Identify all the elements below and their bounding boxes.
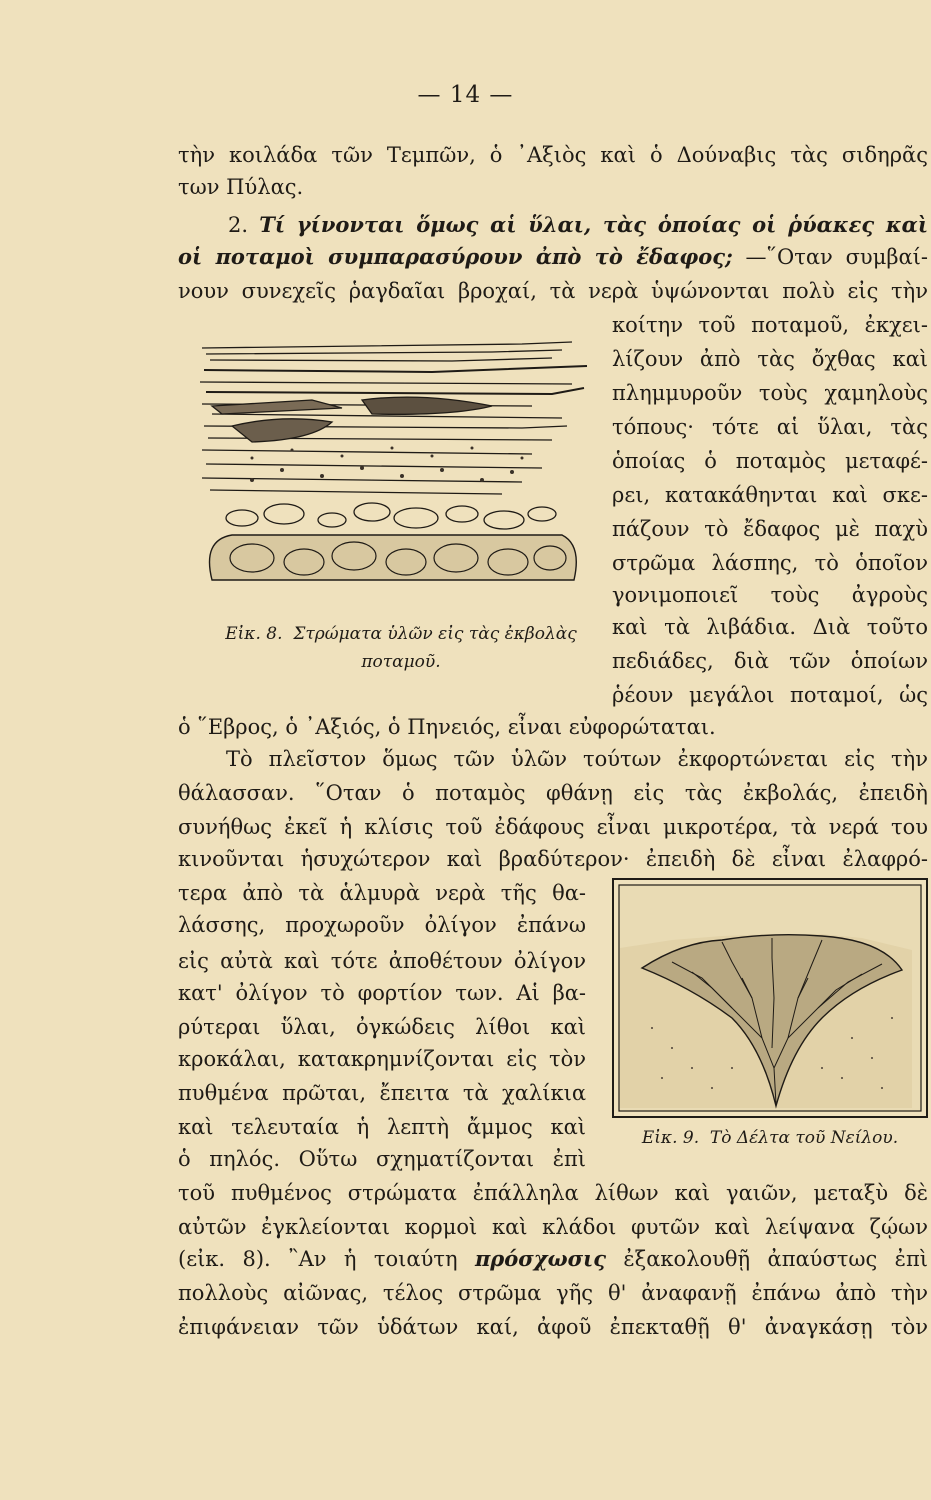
text-line: Τὸ πλεῖστον ὅμως τῶν ὑλῶν τούτων ἐκφορτώνεται εἰς τὴν — [226, 747, 928, 771]
figure-8-label: Εἰκ. 8. — [225, 624, 283, 644]
figure-9-label: Εἰκ. 9. — [641, 1128, 700, 1148]
text-line: κοίτην τοῦ ποταμοῦ, ἐκχει- — [612, 313, 928, 337]
figure-8-strata — [192, 330, 596, 590]
text-line: καὶ τελευταία ἡ λεπτὴ ἄμμος καὶ — [178, 1115, 586, 1139]
text-line: πολλοὺς αἰῶνας, τέλος στρῶμα γῆς θ' ἀναφανῇ ἐπάνω ἀπὸ τὴν — [178, 1281, 928, 1305]
text-line: τερα ἀπὸ τὰ ἁλμυρὰ νερὰ τῆς θα- — [178, 881, 586, 905]
figure-9-nile-delta — [612, 878, 928, 1118]
text-line: ὁ πηλός. Οὕτω σχηματίζονται ἐπὶ — [178, 1147, 586, 1171]
figure-9-caption — [612, 1124, 928, 1152]
figure-8-title-cont: ποταμοῦ. — [361, 652, 441, 672]
text-line: τοῦ πυθμένος στρώματα ἐπάλληλα λίθων καὶ γαιῶν, μεταξὺ δὲ — [178, 1181, 928, 1205]
figure-9-title: Τὸ Δέλτα τοῦ Νείλου. — [709, 1128, 899, 1148]
text-line: κατ' ὀλίγον τὸ φορτίον των. Αἱ βα- — [178, 981, 586, 1005]
text-line: τὴν κοιλάδα τῶν Τεμπῶν, ὁ ᾿Αξιὸς καὶ ὁ Δούναβις τὰς σιδηρᾶς — [178, 143, 928, 167]
text-line: τόπους· τότε αἱ ὕλαι, τὰς — [612, 415, 928, 439]
question-line — [178, 242, 928, 272]
text-line: ὁποίας ὁ ποταμὸς μεταφέ- — [612, 449, 928, 473]
question-number: 2. — [228, 213, 249, 237]
question-text: Τί γίνονται ὅμως αἱ ὕλαι, τὰς ὁποίας οἱ ῥύακες καὶ — [259, 212, 928, 237]
text-line: καὶ τὰ λιβάδια. Διὰ τοῦτο — [612, 615, 928, 639]
page-number: — 14 — — [417, 82, 514, 108]
question-text: οἱ ποταμοὶ συμπαρασύρουν ἀπὸ τὸ ἔδαφος; — [178, 244, 733, 269]
text-line: ἐπιφάνειαν τῶν ὑδάτων καί, ἀφοῦ ἐπεκταθῇ θ' ἀναγκάσῃ τὸν — [178, 1315, 928, 1339]
text-run: (εἰκ. 8). ῍Αν ἡ τοιαύτη — [178, 1247, 458, 1271]
text-line: των Πύλας. — [178, 175, 304, 199]
text-line: κινοῦνται ἡσυχώτερον καὶ βραδύτερον· ἐπειδὴ δὲ εἶναι ἐλαφρό- — [178, 847, 928, 871]
text-line: κροκάλαι, κατακρημνίζονται εἰς τὸν — [178, 1047, 586, 1071]
text-line: ρει, κατακάθηνται καὶ σκε- — [612, 483, 928, 507]
text-line: θάλασσαν. ῞Οταν ὁ ποταμὸς φθάνῃ εἰς τὰς ἐκβολάς, ἐπειδὴ — [178, 781, 928, 805]
answer-start: —῞Οταν συμβαί- — [745, 245, 928, 269]
text-line: στρῶμα λάσπης, τὸ ὁποῖον — [612, 551, 928, 575]
figure-8-caption — [206, 620, 596, 676]
question-line — [178, 210, 928, 240]
figure-8-title: Στρώματα ὑλῶν εἰς τὰς ἐκβολὰς — [293, 624, 577, 644]
text-line: ρύτεραι ὕλαι, ὀγκώδεις λίθοι καὶ — [178, 1015, 586, 1039]
text-line: λίζουν ἀπὸ τὰς ὄχθας καὶ — [612, 347, 928, 371]
text-line: συνήθως ἐκεῖ ἡ κλίσις τοῦ ἐδάφους εἶναι μικροτέρα, τὰ νερά του — [178, 815, 928, 839]
text-line: ῥέουν μεγάλοι ποταμοί, ὡς — [612, 683, 928, 707]
text-line: πεδιάδες, διὰ τῶν ὁποίων — [612, 649, 928, 673]
text-line: γονιμοποιεῖ τοὺς ἀγροὺς — [612, 583, 928, 607]
text-line: αὐτῶν ἐγκλείονται κορμοὶ καὶ κλάδοι φυτῶν καὶ λείψανα ζῴων — [178, 1215, 928, 1239]
text-line: πυθμένα πρῶται, ἔπειτα τὰ χαλίκια — [178, 1081, 586, 1105]
text-line: λάσσης, προχωροῦν ὀλίγον ἐπάνω — [178, 913, 586, 937]
text-line: πάζουν τὸ ἔδαφος μὲ παχὺ — [612, 517, 928, 541]
text-line: νουν συνεχεῖς ῥαγδαῖαι βροχαί, τὰ νερὰ ὑψώνονται πολὺ εἰς τὴν — [178, 279, 928, 303]
text-run: ἐξακολουθῇ ἀπαύστως ἐπὶ — [623, 1247, 928, 1271]
text-line — [178, 1244, 928, 1274]
text-line: ὁ ῞Εβρος, ὁ ᾿Αξιός, ὁ Πηνειός, εἶναι εὐφορώταται. — [178, 715, 716, 739]
term-prosxosis: πρόσχωσις — [474, 1246, 607, 1271]
text-line: πλημμυροῦν τοὺς χαμηλοὺς — [612, 381, 928, 405]
text-line: εἰς αὐτὰ καὶ τότε ἀποθέτουν ὀλίγον — [178, 949, 586, 973]
